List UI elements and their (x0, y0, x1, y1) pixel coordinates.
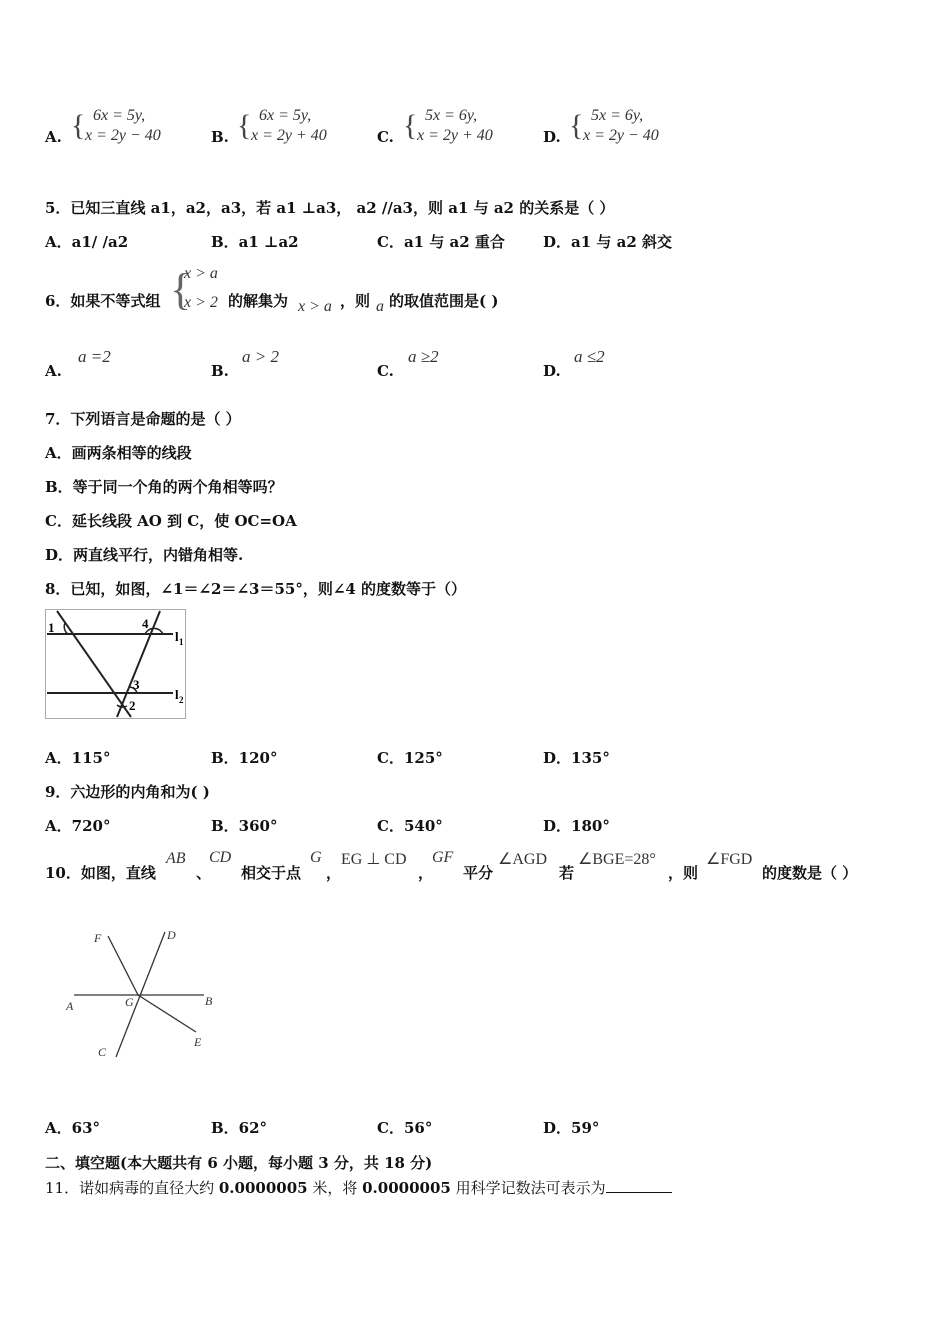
q6-text-end: 的取值范围是( ) (389, 292, 499, 310)
transversal-left (57, 611, 131, 717)
q11-number-2: 0.0000005 (362, 1179, 451, 1197)
q11-stem (45, 1177, 672, 1198)
q6-option-d: a ≤2 (574, 347, 605, 366)
q4-option-d (543, 106, 703, 150)
q6-option-d-letter: D. (543, 362, 561, 380)
q6-option-a: a =2 (78, 347, 111, 366)
line-label-l1-sub: 1 (179, 637, 184, 647)
point-label-c: C (98, 1045, 107, 1059)
eq-line-2: x = 2y + 40 (417, 127, 493, 144)
q6-option-c: a ≥2 (408, 347, 439, 366)
q4-option-b (211, 106, 371, 150)
q10-text-then: ，则 (668, 864, 699, 882)
q8-option-a: A．115° (45, 749, 111, 767)
q8-option-c: C．125° (377, 749, 443, 767)
line-label-l2: l (175, 687, 179, 702)
q5-option-c: C．a1 与 a2 重合 (377, 233, 505, 251)
q11-text-mid: 米，将 (307, 1179, 363, 1197)
q10-sep: 、 (196, 864, 212, 882)
eq-line-1: 5x = 6y, (591, 107, 644, 124)
q6-option-c-letter: C. (377, 362, 394, 380)
q6-system-line-1: x > a (184, 265, 218, 282)
q7-option-a: A．画两条相等的线段 (45, 444, 192, 462)
option-letter: D. (543, 128, 561, 146)
q6-option-b: a > 2 (242, 347, 279, 366)
section-heading: 二、填空题(本大题共有 6 小题，每小题 3 分，共 18 分) (45, 1154, 433, 1172)
brace: { (237, 109, 252, 142)
q11-text-post: 用科学记数法可表示为 (450, 1179, 606, 1197)
q5-option-a: A．a1/ /a2 (45, 233, 129, 251)
q4-option-c (377, 106, 537, 150)
q7-option-c: C．延长线段 AO 到 C，使 OC=OA (45, 512, 297, 530)
q5-option-d: D．a1 与 a2 斜交 (543, 233, 672, 251)
angle-label-3: 3 (133, 677, 140, 692)
q10-angle-agd: ∠AGD (498, 851, 548, 868)
point-label-d: D (167, 928, 176, 942)
q6-number: 6．如果不等式组 (45, 292, 161, 310)
q10-comma-2: ， (418, 864, 434, 882)
system (85, 106, 161, 146)
eq-line-1: 6x = 5y, (93, 107, 146, 124)
q11-text-pre: 11．诺如病毒的直径大约 (45, 1179, 219, 1197)
q10-text-intersect: 相交于点 (241, 864, 302, 882)
q10-eg-perp-cd: EG ⊥ CD (341, 851, 407, 868)
brace: { (403, 109, 418, 142)
q10-ray-gf: GF (432, 849, 454, 866)
q9-option-c: C．540° (377, 817, 443, 835)
q10-option-d: D．59° (543, 1119, 600, 1137)
system (583, 106, 659, 146)
system (417, 106, 493, 146)
eq-line-1: 5x = 6y, (425, 107, 478, 124)
q6-solution: x > a (298, 298, 332, 315)
point-label-b: B (205, 994, 213, 1008)
system (251, 106, 327, 146)
q5-option-b: B．a1 ⊥a2 (211, 233, 299, 251)
option-letter: B. (211, 128, 229, 146)
q6-variable: a (376, 298, 384, 315)
q9-option-a: A．720° (45, 817, 111, 835)
q8-option-d: D．135° (543, 749, 610, 767)
q10-option-b: B．62° (211, 1119, 268, 1137)
option-letter: A. (45, 128, 62, 146)
eq-line-2: x = 2y − 40 (583, 127, 659, 144)
line-label-l2-sub: 2 (179, 695, 184, 705)
q6-system-line-2: x > 2 (184, 294, 218, 311)
q7-option-d: D．两直线平行，内错角相等. (45, 546, 244, 564)
eq-line-2: x = 2y − 40 (85, 127, 161, 144)
q10-option-c: C．56° (377, 1119, 433, 1137)
q10-point-g: G (310, 849, 322, 866)
q7-stem: 7．下列语言是命题的是（ ） (45, 410, 241, 428)
transversal-right (117, 611, 160, 717)
point-label-g: G (125, 995, 134, 1009)
q10-option-a: A．63° (45, 1119, 101, 1137)
ray-ge (138, 995, 196, 1032)
q6-text-then: ，则 (340, 292, 371, 310)
q10-text-if: 若 (559, 864, 575, 882)
q10-comma: ， (326, 864, 342, 882)
ray-gf (108, 936, 138, 995)
q10-number: 10．如图，直线 (45, 864, 156, 882)
brace: { (71, 109, 86, 142)
q11-number-1: 0.0000005 (218, 1179, 308, 1197)
q10-line-cd: CD (209, 849, 232, 866)
point-label-e: E (194, 1035, 202, 1049)
point-label-f: F (94, 931, 102, 945)
q9-option-b: B．360° (211, 817, 278, 835)
answer-blank[interactable] (606, 1178, 672, 1193)
q4-option-a (45, 106, 205, 150)
q10-line-ab: AB (166, 850, 186, 867)
q8-stem: 8．已知，如图，∠1＝∠2＝∠3＝55°，则∠4 的度数等于（） (45, 580, 467, 598)
q8-option-b: B．120° (211, 749, 278, 767)
q6-brace: { (170, 265, 192, 314)
q6-option-b-letter: B. (211, 362, 229, 380)
q10-text-end: 的度数是（ ） (762, 864, 858, 882)
q10-angle-bge: ∠BGE=28° (578, 851, 656, 868)
angle-label-2: 2 (129, 698, 136, 713)
q9-option-d: D．180° (543, 817, 610, 835)
q6-text-mid: 的解集为 (228, 292, 289, 310)
q8-figure (45, 609, 186, 719)
point-label-a: A (66, 999, 74, 1013)
line-label-l1: l (175, 629, 179, 644)
eq-line-2: x = 2y + 40 (251, 127, 327, 144)
angle-label-1: 1 (48, 620, 55, 635)
option-letter: C. (377, 128, 394, 146)
q10-angle-fgd: ∠FGD (706, 851, 753, 868)
q9-stem: 9．六边形的内角和为( ) (45, 783, 210, 801)
q5-stem: 5．已知三直线 a1，a2，a3，若 a1 ⊥a3， a2 //a3，则 a1 与 a2 的关系是（ ） (45, 199, 615, 217)
eq-line-1: 6x = 5y, (259, 107, 312, 124)
q10-text-bisect: 平分 (463, 864, 494, 882)
brace: { (569, 109, 584, 142)
q7-option-b: B．等于同一个角的两个角相等吗？ (45, 478, 283, 496)
angle-label-4: 4 (142, 616, 149, 631)
q6-option-a-letter: A. (45, 362, 62, 380)
q10-figure (60, 922, 220, 1062)
